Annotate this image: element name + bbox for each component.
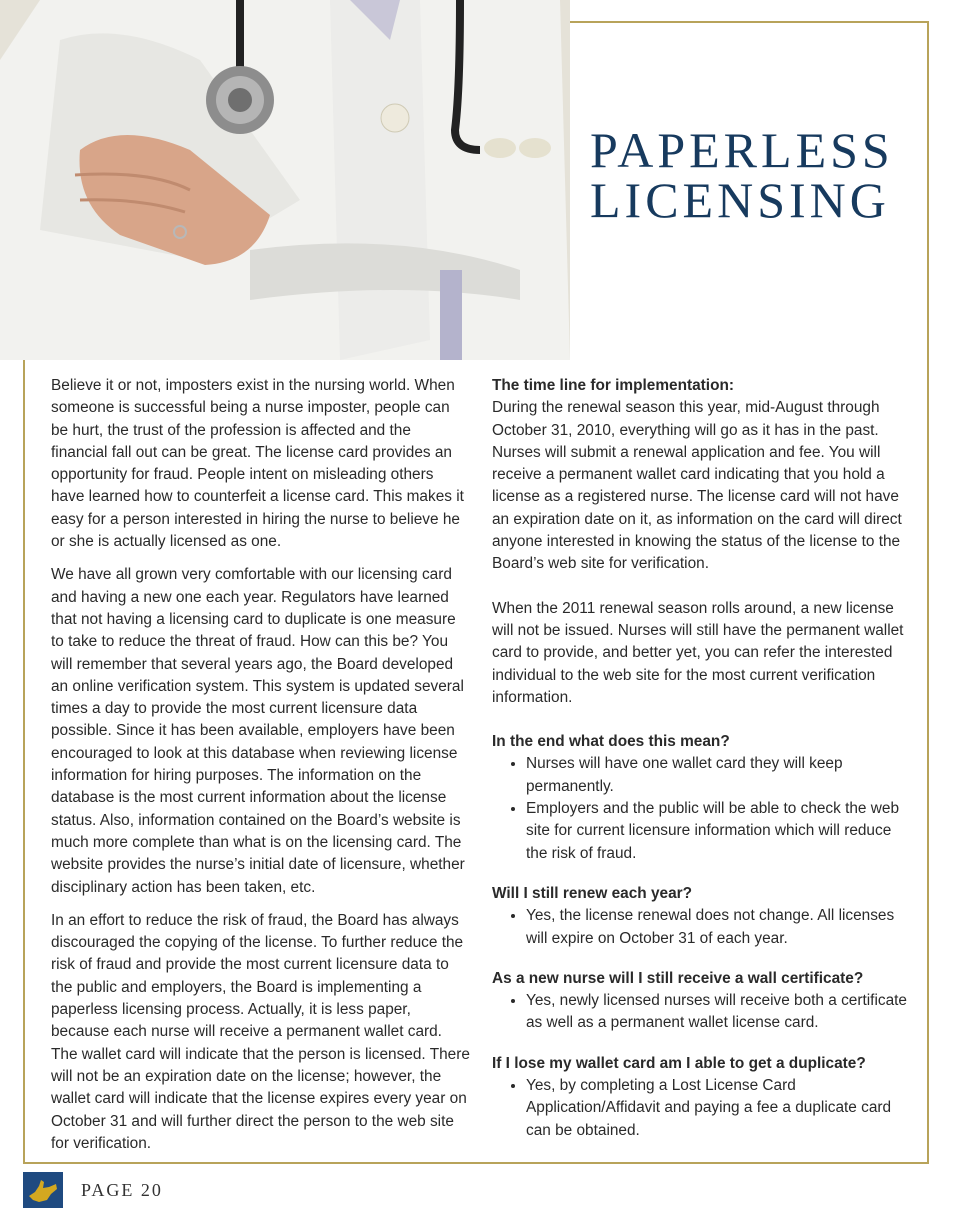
- bullet-item: • Yes, newly licensed nurses will receive both a certificate as well as a permanent wallet license card.: [526, 990, 912, 1035]
- page-number: PAGE 20: [81, 1180, 163, 1200]
- timeline-heading: The time line for implementation:: [492, 377, 734, 394]
- faq-section: [492, 1053, 912, 1142]
- faq-section: [492, 883, 912, 950]
- bullet-item: • Yes, the license renewal does not change. All licenses will expire on October 31 of each year.: [526, 905, 912, 950]
- bullet-list: [492, 753, 912, 864]
- bullet-item: • Nurses will have one wallet card they will keep permanently.: [526, 753, 912, 798]
- paragraph: Believe it or not, imposters exist in the nursing world. When someone is successful being a nurse imposter, people can be hurt, the trust of the profession is affected and the financial fall out can be great. The license card provides an opportunity for fraud. People intent on misleading others have learned how to counterfeit a license card. This makes it easy for a person interested in hiring the nurse to believe he or she is actually licensed as one.: [51, 377, 464, 551]
- bullet-list: [492, 990, 912, 1035]
- paragraph: When the 2011 renewal season rolls around, a new license will not be issued. Nurses will still have the permanent wallet card to provide, and better yet, you can refer the interested individual to the web site for the most current verification information.: [492, 599, 904, 706]
- bullet-item: • Yes, by completing a Lost License Card Application/Affidavit and paying a fee a duplicate card can be obtained.: [526, 1075, 912, 1142]
- west-virginia-state-icon: [23, 1172, 63, 1208]
- paragraph: In an effort to reduce the risk of fraud, the Board has always discouraged the copying of the license. To further reduce the risk of fraud and provide the most current licensure data to the public and employers, the Board is implementing a paperless licensing process. Actually, it is less paper, because each nurse will receive a permanent wallet card. The wallet card will indicate that the person is licensed. There will not be an expiration date on the license; however, the wallet card will indicate that the license expires every year on October 31 and will further direct the person to the web site for verification.: [51, 911, 470, 1152]
- bullet-list: [492, 905, 912, 950]
- faq-question: If I lose my wallet card am I able to get a duplicate?: [492, 1054, 866, 1072]
- header-photo-nurse-with-stethoscope: [0, 0, 570, 360]
- article-title: [590, 122, 930, 228]
- faq-question: In the end what does this mean?: [492, 733, 730, 751]
- left-column: [51, 375, 471, 1166]
- faq-section: [492, 968, 912, 1035]
- faq-question: As a new nurse will I still receive a wall certificate?: [492, 969, 864, 987]
- right-column: [492, 375, 912, 1160]
- paragraph: During the renewal season this year, mid-August through October 31, 2010, everything will go as it has in the past. Nurses will submit a renewal application and fee. You will receive a permanent wallet card indicating that you hold a license as a registered nurse. The license card will not have an expiration date on it, as information on the card will direct anyone interested in knowing the status of the license to the Board’s web site for verification.: [492, 399, 902, 573]
- faq-question: Will I still renew each year?: [492, 884, 693, 902]
- title-line-2: LICENSING: [590, 172, 890, 228]
- paragraph: We have all grown very comfortable with our licensing card and having a new one each year. Regulators have learned that not having a licensing card to duplicate is one measure to take to reduce the threat of fraud. How can this be? You will remember that several years ago, the Board developed an online verification system. This system is updated several times a day to provide the most current licensure data possible. Since it has been available, employers have been encouraged to look at this database when reviewing license information for hiring purposes. The information on the database is the most current information about the license status. Also, information contained on the Board’s website is much more complete than what is on the licensing card. The website provides the nurse’s initial date of licensure, whether disciplinary action has been taken, etc.: [51, 566, 465, 896]
- title-line-1: PAPERLESS: [590, 122, 894, 178]
- bullet-list: [492, 1075, 912, 1142]
- faq-section: [492, 731, 912, 865]
- bullet-item: • Employers and the public will be able to check the web site for current licensure information which will reduce the risk of fraud.: [526, 798, 912, 865]
